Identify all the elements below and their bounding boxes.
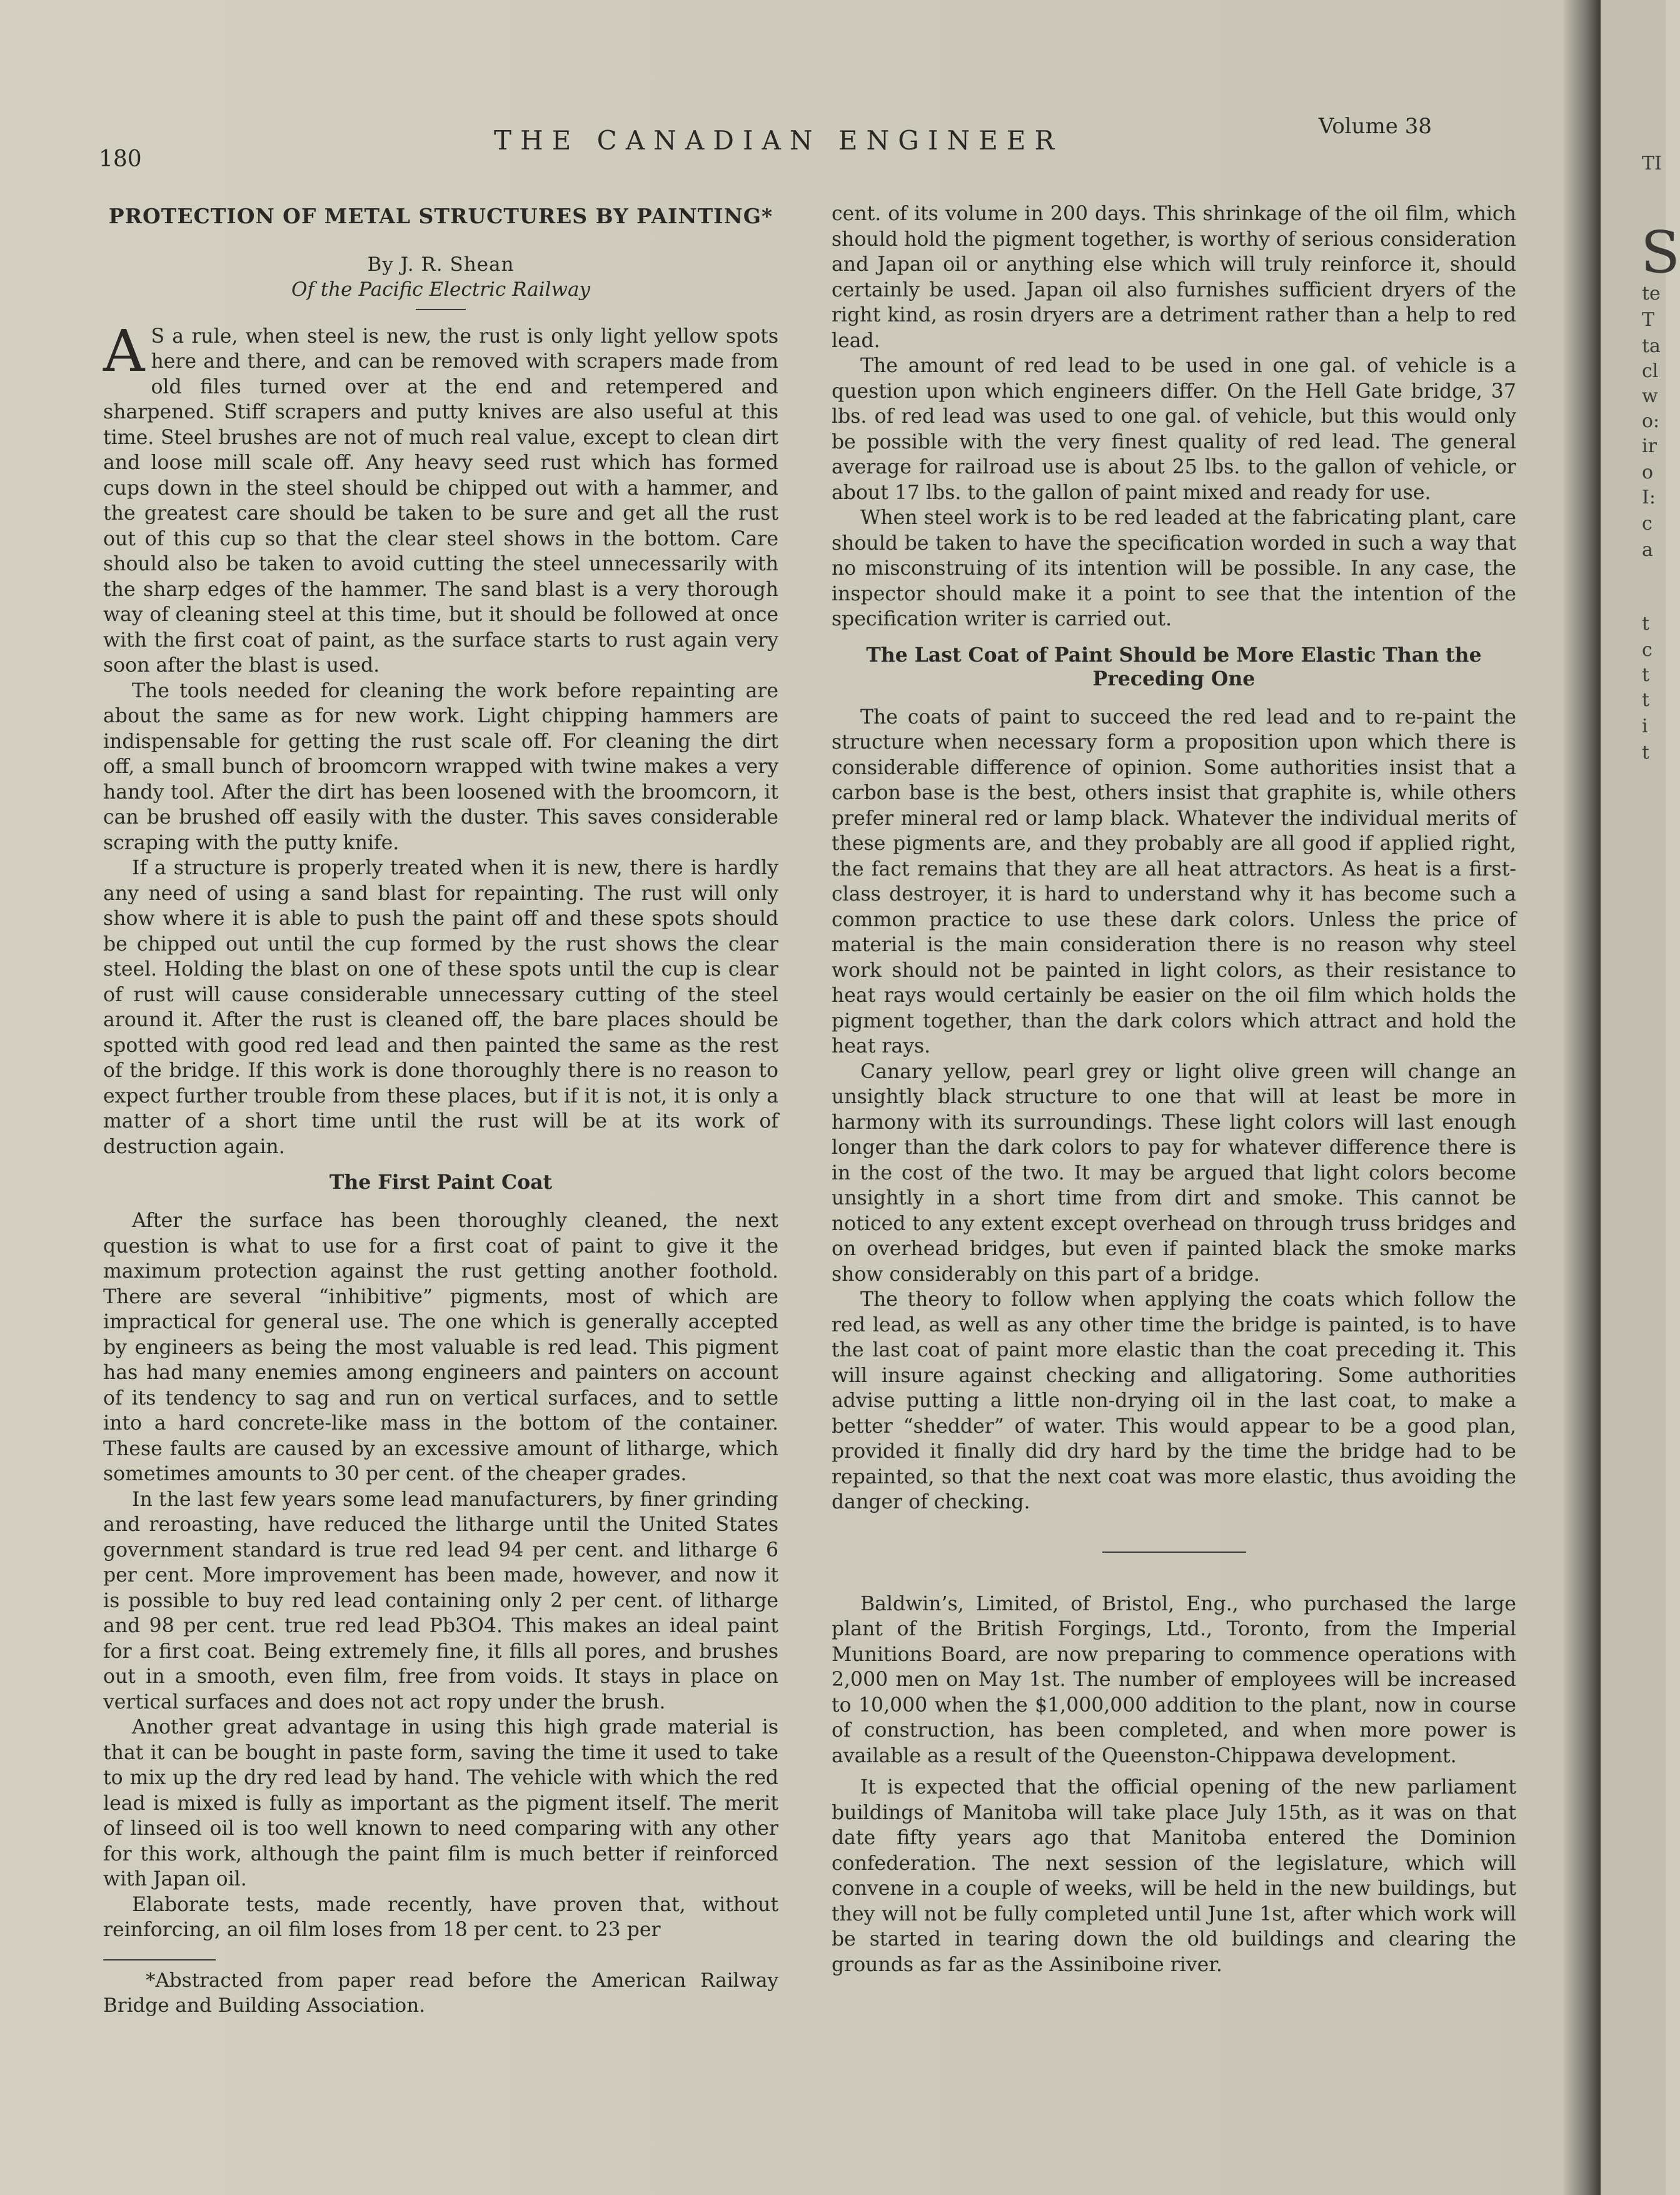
binding-gutter bbox=[1563, 0, 1601, 2195]
next-page-line-fragment: o bbox=[1642, 462, 1654, 483]
next-page-line-fragment: a bbox=[1642, 539, 1653, 561]
paragraph: When steel work is to be red leaded at the fabricating plant, care should be taken to have the specification worded in such a way that no misconstruing of its intention will be possible. In any case, the inspector should make it a point to see that the intention of the specification writer is carried out. bbox=[832, 507, 1516, 630]
paragraph: If a structure is properly treated when it is new, there is hardly any need of using a sand blast for repainting. The rust will only show where it is able to push the paint off and these spots should be chipped out until the cup formed by the rust shows the clear steel. Holding the blast on one of these spots until the cup is clear of rust will cause considerable unnecessary cutting of the steel around it. After the rust is cleaned off, the bare places should be spotted with good red lead and then painted the same as the rest of the bridge. If this work is done thoroughly there is no reason to expect further trouble from these places, but if it is not, it is only a matter of a short time until the rust will be at its work of destruction again. bbox=[103, 857, 778, 1158]
next-page-line-fragment: ta bbox=[1642, 335, 1661, 357]
drop-cap: A bbox=[103, 317, 145, 385]
separator-rule bbox=[1102, 1552, 1246, 1553]
affiliation: Of the Pacific Electric Railway bbox=[291, 278, 591, 301]
news-item: Baldwin’s, Limited, of Bristol, Eng., who purchased the large plant of the British Forgings, Ltd., Toronto, from the Imperial Munitions Board, are now preparing to commence operations with 2,000 men on May 1st. The number of employees will be increased to 10,000 when the $1,000,000 addition to the plant, now in course of construction, has been completed, and when more power is available as a result of the Queenston-Chippawa development. bbox=[832, 1592, 1516, 1767]
footnote-text: *Abstracted from paper read before the American Railway Bridge and Building Association. bbox=[103, 1969, 778, 2017]
volume-label: Volume 38 bbox=[1318, 114, 1432, 139]
next-page-line-fragment: T bbox=[1642, 309, 1655, 331]
next-page-dropcap-fragment: S bbox=[1641, 219, 1680, 286]
next-page-line-fragment: c bbox=[1642, 513, 1652, 535]
next-page-line-fragment: t bbox=[1642, 613, 1650, 635]
right-column bbox=[832, 201, 1516, 1977]
paragraph: Canary yellow, pearl grey or light olive green will change an unsightly black structure to one that will at least be more in harmony with its surroundings. These light colors will last enough longer than the dark colors to pay for whatever difference there is in the cost of the two. It may be argued that light colors become unsightly in a short time from dirt and smoke. This cannot be noticed to any extent except overhead on through truss bridges and on overhead bridges, but even if painted black the smoke marks show considerably on this part of a bridge. bbox=[832, 1060, 1516, 1286]
next-page-line-fragment: te bbox=[1642, 283, 1661, 305]
next-page-line-fragment: t bbox=[1642, 689, 1650, 711]
paragraph: cent. of its volume in 200 days. This shrinkage of the oil film, which should hold the pigment together, is worthy of serious consideration and Japan oil or anything else which will truly reinforce it, should certainly be used. Japan oil also furnishes sufficient dryers of the right kind, as rosin dryers are a detriment rather than a help to red lead. bbox=[832, 203, 1516, 352]
next-page-header-fragment: TI bbox=[1642, 153, 1662, 174]
next-page-line-fragment: ir bbox=[1642, 435, 1657, 457]
paragraph: The theory to follow when applying the coats which follow the red lead, as well as any other time the bridge is painted, is to have the last coat of paint more elastic than the coat preceding it. This will insure against checking and alligatoring. Some authorities advise putting a little non-drying oil in the last coat, to make a better “shedder” of water. This would appear to be a good plan, provided it finally did dry hard by the time the bridge had to be repainted, so that the next coat was more elastic, thus avoiding the danger of checking. bbox=[832, 1288, 1516, 1513]
next-page-line-fragment: i bbox=[1642, 715, 1648, 737]
next-page-line-fragment: t bbox=[1642, 742, 1650, 764]
journal-title: THE CANADIAN ENGINEER bbox=[494, 125, 1064, 156]
next-page-line-fragment: cl bbox=[1642, 360, 1659, 382]
page-number: 180 bbox=[99, 146, 142, 172]
footnote bbox=[103, 1968, 778, 2019]
paragraph: In the last few years some lead manufacturers, by finer grinding and reroasting, have reduced the litharge until the United States government standard is true red lead 94 per cent. and litharge 6 per cent. More improvement has been made, however, and now it is possible to buy red lead containing only 2 per cent. of litharge and 98 per cent. true red lead Pb3O4. This makes an ideal paint for a first coat. Being extremely fine, it fills all pores, and brushes out in a smooth, even film, free from voids. It stays in place on vertical surfaces and does not act ropy under the brush. bbox=[103, 1488, 778, 1713]
paragraph: After the surface has been thoroughly cleaned, the next question is what to use for a first coat of paint to give it the maximum protection against the rust getting another foothold. There are several “inhibitive” pigments, most of which are impractical for general use. The one which is generally accepted by engineers as being the most valuable is red lead. This pigment has had many enemies among engineers and painters on account of its tendency to sag and run on vertical surfaces, and to settle into a hard concrete-like mass in the bottom of the container. These faults are caused by an excessive amount of litharge, which sometimes amounts to 30 per cent. of the cheaper grades. bbox=[103, 1209, 778, 1485]
next-page-line-fragment: c bbox=[1642, 639, 1652, 661]
running-header bbox=[94, 114, 1463, 172]
adjacent-page-edge bbox=[1601, 0, 1680, 2195]
byline: By J. R. Shean bbox=[367, 253, 515, 276]
paragraph: The tools needed for cleaning the work before repainting are about the same as for new work. Light chipping hammers are indispensable for getting the rust scale off. For cleaning the dirt off, a small bunch of broomcorn wrapped with twine makes a very handy tool. After the dirt has been loosened with the broomcorn, it can be brushed off easily with the duster. This saves considerable scraping with the putty knife. bbox=[103, 679, 778, 854]
paragraph: Elaborate tests, made recently, have proven that, without reinforcing, an oil film loses from 18 per cent. to 23 per bbox=[103, 1893, 778, 1941]
title-rule bbox=[416, 309, 466, 310]
next-page-line-fragment: w bbox=[1642, 385, 1658, 407]
section-heading: The Last Coat of Paint Should be More Elastic Than the Preceding One bbox=[866, 643, 1482, 690]
footnote-rule bbox=[103, 1959, 216, 1960]
section-heading: The First Paint Coat bbox=[329, 1171, 553, 1194]
next-page-line-fragment: t bbox=[1642, 664, 1650, 686]
left-column bbox=[103, 204, 778, 2019]
paragraph: The amount of red lead to be used in one gal. of vehicle is a question upon which engineers differ. On the Hell Gate bridge, 37 lbs. of red lead was used to one gal. of vehicle, but this would only be possible with the very finest quality of red lead. The general average for railroad use is about 25 lbs. to the gallon of vehicle, or about 17 lbs. to the gallon of paint mixed and ready for use. bbox=[832, 355, 1516, 504]
paragraph: A S a rule, when steel is new, the rust is only light yellow spots here and there, and can be removed with scrapers made from old files turned over at the end and retempered and sharpened. Stiff scrapers and putty knives are also useful at this time. Steel brushes are not of much real value, except to clean dirt and loose mill scale off. Any heavy seed rust which has formed cups down in the steel should be chipped out with a hammer, and the greatest care should be taken to be sure and get all the rust out of this cup so that the clear steel shows in the bottom. Care should also be taken to avoid cutting the steel unnecessarily with the sharp edges of the hammer. The sand blast is a very thorough way of cleaning steel at this time, but it should be followed at once with the first coat of paint, as the surface starts to rust again very soon after the blast is used. bbox=[103, 317, 778, 677]
article-title: PROTECTION OF METAL STRUCTURES BY PAINTING* bbox=[108, 204, 773, 228]
next-page-line-fragment: I: bbox=[1642, 487, 1656, 508]
news-item: It is expected that the official opening of the new parliament buildings of Manitoba will take place July 15th, as it was on that date fifty years ago that Manitoba entered the Dominion confederation. The next session of the legislature, which will convene in a couple of weeks, will be held in the new buildings, but they will not be fully completed until June 1st, after which work will be started in tearing down the old buildings and clearing the grounds as far as the Assiniboine river. bbox=[832, 1776, 1516, 1976]
paragraph: The coats of paint to succeed the red lead and to re-paint the structure when necessary form a proposition upon which there is considerable difference of opinion. Some authorities insist that a carbon base is the best, others insist that graphite is, while others prefer mineral red or lamp black. Whatever the individual merits of these pigments are, and they probably are all good if applied right, the fact remains that they are all heat attractors. As heat is a first-class destroyer, it is hard to understand why it has become such a common practice to use these dark colors. Unless the price of material is the main consideration there is no reason why steel work should not be painted in light colors, as their resistance to heat rays would certainly be easier on the oil film which holds the pigment together, than the dark colors which attract and hold the heat rays. bbox=[832, 705, 1516, 1057]
next-page-line-fragment: o: bbox=[1642, 410, 1660, 432]
paragraph: Another great advantage in using this high grade material is that it can be bought in paste form, saving the time it used to take to mix up the dry red lead by hand. The vehicle with which the red lead is mixed is fully as important as the pigment itself. The merit of linseed oil is too well known to need comparing with any other for this work, although the paint film is much better if reinforced with Japan oil. bbox=[103, 1716, 778, 1890]
